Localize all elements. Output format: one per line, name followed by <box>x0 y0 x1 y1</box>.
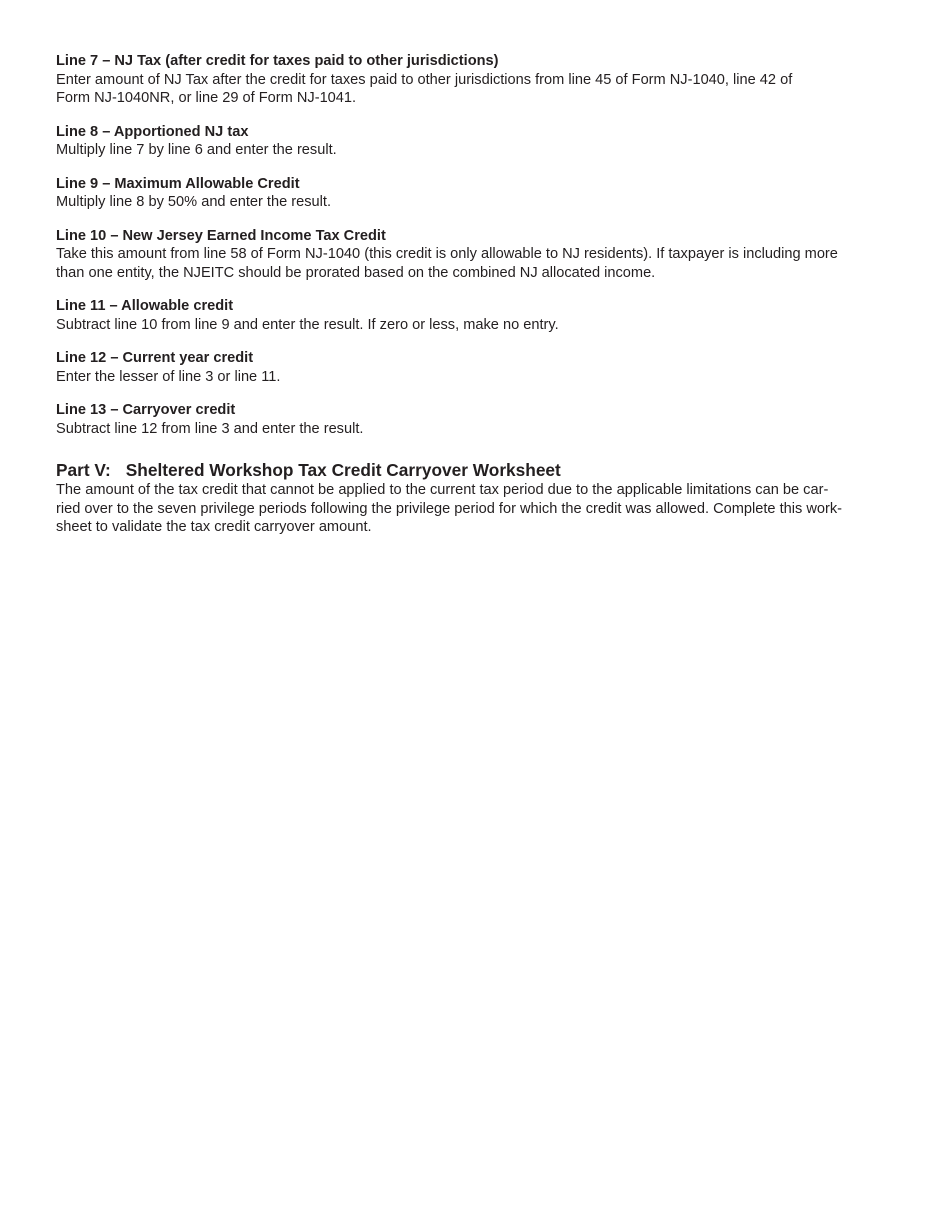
part-v-label: Part V: <box>56 460 111 480</box>
line-10-text-2: than one entity, the NJEITC should be prorated based on the combined NJ allocated income. <box>56 264 656 281</box>
line-11-text: Subtract line 10 from line 9 and enter the result. If zero or less, make no entry. <box>56 316 559 333</box>
line-8-section <box>56 123 896 160</box>
part-v-heading <box>56 459 896 481</box>
line-13-text: Subtract line 12 from line 3 and enter the result. <box>56 420 364 437</box>
part-v-text-1: The amount of the tax credit that cannot be applied to the current tax period due to the applicable limitations can be car- <box>56 482 829 498</box>
part-v-text-3: sheet to validate the tax credit carryover amount. <box>56 519 372 535</box>
line-7-section <box>56 52 896 108</box>
line-8-text: Multiply line 7 by line 6 and enter the result. <box>56 142 337 158</box>
part-v-title: Sheltered Workshop Tax Credit Carryover Worksheet <box>125 460 561 480</box>
line-9-section <box>56 175 896 212</box>
line-7-heading: Line 7 – NJ Tax (after credit for taxes paid to other jurisdictions) <box>56 53 499 69</box>
line-7-text-1: Enter amount of NJ Tax after the credit for taxes paid to other jurisdictions from line 45 of Form NJ-1040, line 42 of <box>56 71 793 88</box>
line-8-heading: Line 8 – Apportioned NJ tax <box>56 123 249 140</box>
line-11-heading: Line 11 – Allowable credit <box>56 298 234 314</box>
line-11-section <box>56 297 896 334</box>
line-12-heading: Line 12 – Current year credit <box>56 350 254 366</box>
line-13-section <box>56 401 896 438</box>
line-10-heading: Line 10 – New Jersey Earned Income Tax Credit <box>56 227 386 244</box>
line-10-section <box>56 227 896 283</box>
instructions-page <box>56 52 896 537</box>
line-9-text: Multiply line 8 by 50% and enter the result. <box>56 194 332 210</box>
line-12-text: Enter the lesser of line 3 or line 11. <box>56 368 281 385</box>
line-9-heading: Line 9 – Maximum Allowable Credit <box>56 175 300 192</box>
line-10-text-1: Take this amount from line 58 of Form NJ-1040 (this credit is only allowable to NJ residents). If taxpayer is including more <box>56 246 838 262</box>
line-7-text-2: Form NJ-1040NR, or line 29 of Form NJ-1041. <box>56 90 357 106</box>
line-12-section <box>56 349 896 386</box>
part-v-text-2: ried over to the seven privilege periods following the privilege period for which the credit was allowed. Complete this work- <box>56 500 843 517</box>
part-v-section <box>56 459 896 537</box>
line-13-heading: Line 13 – Carryover credit <box>56 402 236 418</box>
